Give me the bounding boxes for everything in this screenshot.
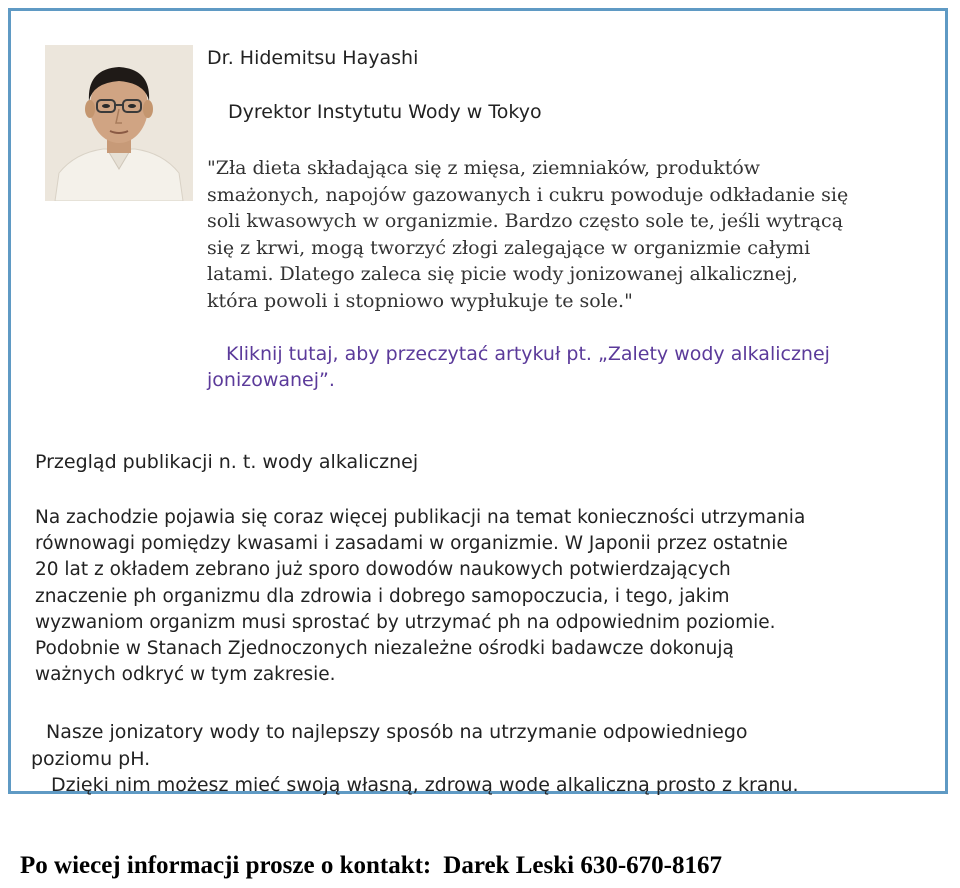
article-link[interactable] [207,341,830,393]
portrait-photo [45,45,193,201]
promo-line: Nasze jonizatory wody to najlepszy sposób na utrzymanie odpowiedniego [46,721,748,743]
body-line: znaczenie ph organizmu dla zdrowia i dobrego samopoczucia, i tego, jakim [35,585,730,607]
body-line: 20 lat z okładem zebrano już sporo dowodów naukowych potwierdzających [35,559,731,581]
body-line: równowagi pomiędzy kwasami i zasadami w organizmie. W Japonii przez ostatnie [35,533,788,555]
author-name: Dr. Hidemitsu Hayashi [207,47,419,69]
contact-details: Darek Leski 630-670-8167 [443,852,722,879]
article-link-line[interactable]: jonizowanej”. [207,369,335,391]
quote-line: się z krwi, mogą tworzyć złogi zalegające w organizmie całymi [207,236,811,259]
promo-line: Dzięki nim możesz mieć swoją własną, zdrową wodę alkaliczną prosto z kranu. [51,774,799,796]
content-frame [8,8,948,794]
author-role: Dyrektor Instytutu Wody w Tokyo [228,101,542,123]
promo-text [31,719,799,799]
body-line: ważnych odkryć w tym zakresie. [35,664,336,686]
quote-line: soli kwasowych w organizmie. Bardzo często sole te, jeśli wytrącą [207,210,844,232]
quote-line: latami. Dlatego zaleca się picie wody jonizowanej alkalicznej, [207,263,798,285]
section-heading: Przegląd publikacji n. t. wody alkalicznej [35,451,419,473]
quote-line: która powoli i stopniowo wypłukuje te sole." [207,289,633,312]
quote-line: "Zła dieta składająca się z mięsa, ziemniaków, produktów [207,157,761,179]
body-line: wyzwaniom organizm musi sprostać by utrzymać ph na odpowiednim poziomie. [35,611,776,633]
promo-line: poziomu pH. [31,747,151,770]
section-body [35,505,805,688]
quote-line: smażonych, napojów gazowanych i cukru powoduje odkładanie się [207,183,849,206]
author-quote [207,155,848,314]
contact-footer [20,852,722,880]
body-line: Podobnie w Stanach Zjednoczonych niezależne ośrodki badawcze dokonują [35,638,734,660]
contact-label: Po wiecej informacji prosze o kontakt: [20,852,432,879]
article-link-line[interactable]: Kliknij tutaj, aby przeczytać artykuł pt. „Zalety wody alkalicznej [226,343,830,365]
portrait-illustration [45,45,193,201]
body-line: Na zachodzie pojawia się coraz więcej publikacji na temat konieczności utrzymania [35,507,806,528]
